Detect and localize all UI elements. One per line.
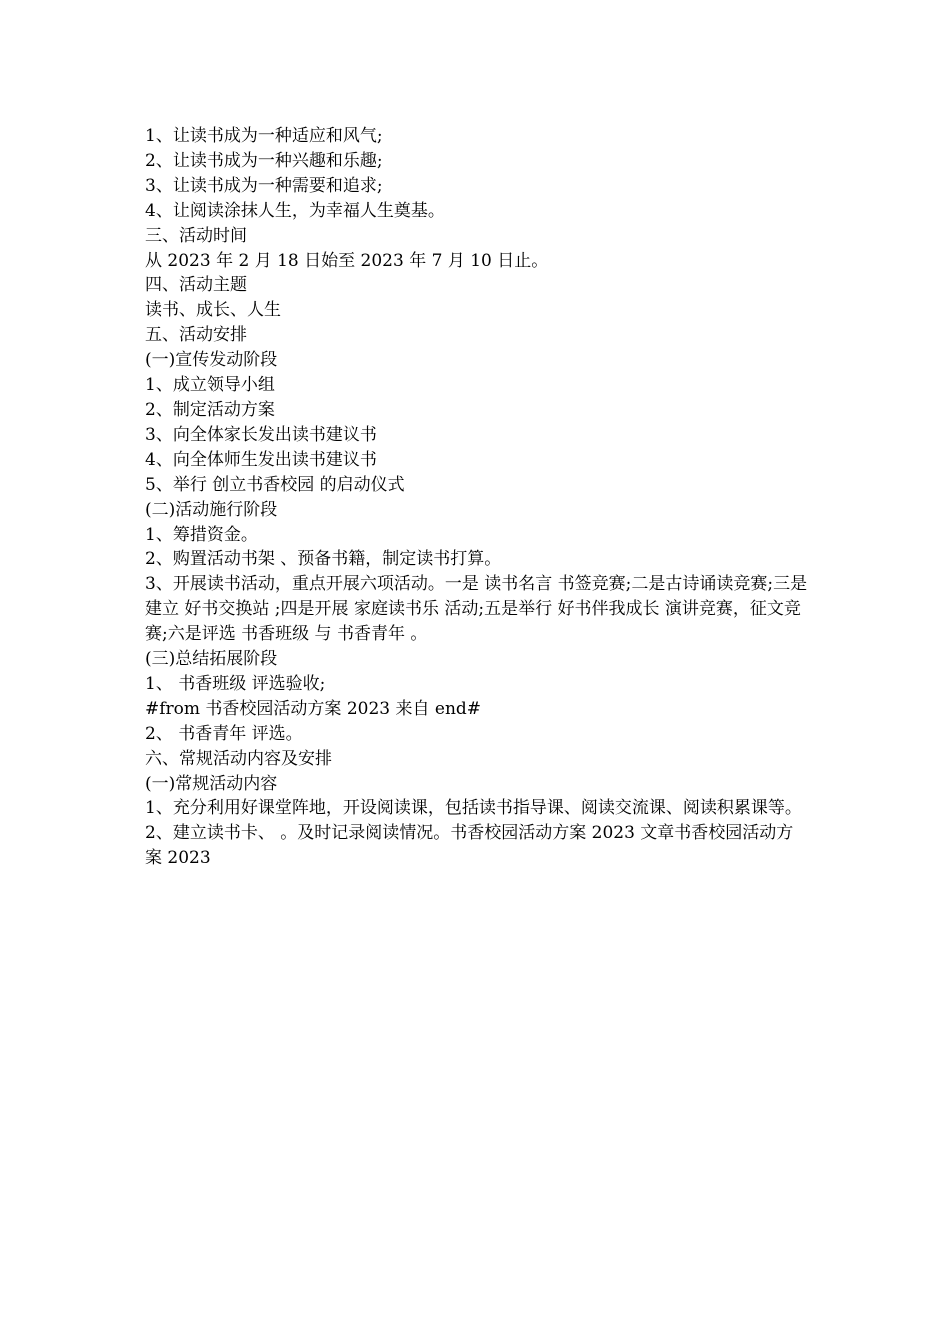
subsection-heading-3: (三)总结拓展阶段 [145, 649, 278, 670]
text-line-17: 1、筹措资金。 [145, 524, 258, 545]
subsection-heading-2: (二)活动施行阶段 [145, 499, 278, 520]
text-line-23: 2、 书香青年 评选。 [145, 723, 303, 744]
subsection-heading-routine-content: (一)常规活动内容 [145, 773, 278, 794]
text-line-4: 4、让阅读涂抹人生，为幸福人生奠基。 [145, 200, 445, 221]
section-heading-theme: 四、活动主题 [145, 275, 247, 296]
text-line-11: 1、成立领导小组 [145, 375, 275, 396]
document-body [145, 124, 810, 871]
text-line-8: 读书、成长、人生 [145, 300, 281, 321]
text-line-3: 3、让读书成为一种需要和追求; [145, 175, 383, 196]
section-heading-routine: 六、常规活动内容及安排 [145, 748, 332, 769]
section-heading-arrangement: 五、活动安排 [145, 325, 247, 346]
text-paragraph-activities: 3、开展读书活动，重点开展六项活动。一是 读书名言 书签竞赛;二是古诗诵读竞赛;三是建立 好书交换站 ;四是开展 家庭读书乐 活动;五是举行 好书伴我成长 演讲竞赛，征文竞赛;六是评选 书香班级 与 书香青年 。 [145, 574, 808, 645]
text-paragraph-classroom: 1、充分利用好课堂阵地，开设阅读课，包括读书指导课、阅读交流课、阅读积累课等。 [145, 798, 802, 819]
text-line-13: 3、向全体家长发出读书建议书 [145, 424, 377, 445]
text-line-22: #from 书香校园活动方案 2023 来自 end# [145, 698, 482, 719]
subsection-heading-1: (一)宣传发动阶段 [145, 350, 278, 371]
text-line-21: 1、 书香班级 评选验收; [145, 673, 326, 694]
text-line-6: 从 2023 年 2 月 18 日始至 2023 年 7 月 10 日止。 [145, 250, 549, 271]
text-line-12: 2、制定活动方案 [145, 399, 275, 420]
text-line-14: 4、向全体师生发出读书建议书 [145, 449, 377, 470]
text-line-15: 5、举行 创立书香校园 的启动仪式 [145, 474, 405, 495]
section-heading-time: 三、活动时间 [145, 225, 247, 246]
text-line-1: 1、让读书成为一种适应和风气; [145, 126, 383, 146]
text-line-18: 2、购置活动书架 、预备书籍，制定读书打算。 [145, 549, 502, 570]
text-line-2: 2、让读书成为一种兴趣和乐趣; [145, 150, 383, 171]
text-paragraph-reading-card: 2、建立读书卡、 。及时记录阅读情况。书香校园活动方案 2023 文章书香校园活动方案 2023 [145, 823, 794, 869]
